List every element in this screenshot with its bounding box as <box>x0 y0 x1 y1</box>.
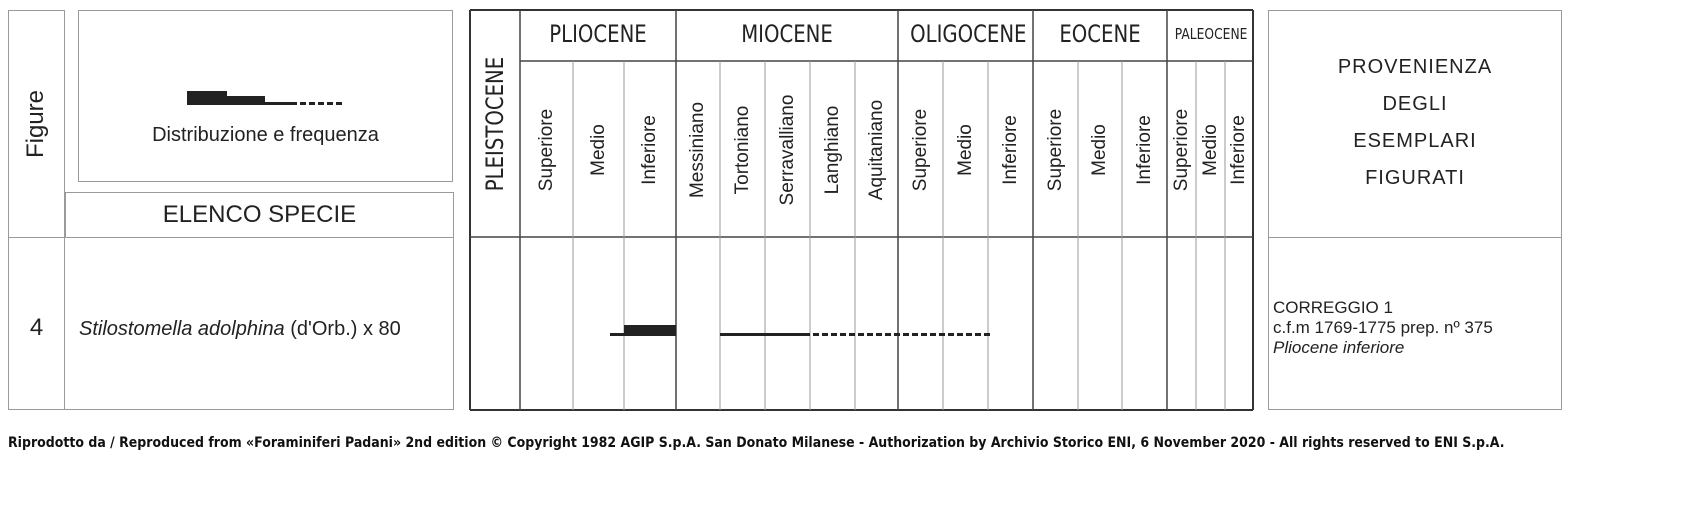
stage-label-serravalliano: Serravalliano <box>776 94 798 206</box>
stage-label-superiore: Superiore <box>909 108 931 192</box>
epoch-label-paleocene: PALEOCENE <box>1174 25 1248 43</box>
epoch-label-oligocene: OLIGOCENE <box>910 20 1027 48</box>
provenance-line-4: FIGURATI <box>1365 167 1465 189</box>
stage-label-tortoniano: Tortoniano <box>731 105 753 195</box>
species-list-title: ELENCO SPECIE <box>162 201 357 228</box>
stage-label-superiore: Superiore <box>535 108 557 192</box>
provenance-line-1: PROVENIENZA <box>1337 56 1493 78</box>
provenance-line-3: ESEMPLARI <box>1353 130 1477 152</box>
figure-column-label: Figure <box>22 89 49 159</box>
provenance-header <box>1268 56 1562 204</box>
provenance-sample: c.f.m 1769-1775 prep. nº 375 <box>1273 318 1493 337</box>
stage-label-inferiore: Inferiore <box>1228 115 1249 185</box>
species-name: Stilostomella adolphina <box>79 318 285 340</box>
stage-label-messiniano: Messiniano <box>687 101 708 199</box>
provenance-line-2: DEGLI <box>1382 93 1448 115</box>
epoch-label-miocene: MIOCENE <box>741 20 833 48</box>
species-author: (d'Orb.) x 80 <box>290 318 401 340</box>
figure-number: 4 <box>29 314 44 341</box>
epoch-label-pliocene: PLIOCENE <box>549 20 647 48</box>
epoch-label-pleistocene: PLEISTOCENE <box>481 56 509 191</box>
range-thin-pliocene <box>610 333 625 336</box>
stage-label-langhiano: Langhiano <box>821 105 843 195</box>
stage-label-medio: Medio <box>1089 124 1110 176</box>
stage-label-inferiore: Inferiore <box>999 115 1021 185</box>
stage-label-superiore: Superiore <box>1044 108 1066 192</box>
provenance-age: Pliocene inferiore <box>1273 338 1405 357</box>
copyright-footer: Riprodotto da / Reproduced from «Foraminiferi Padani» 2nd edition © Copyright 1982 AGIP S.p.A. San Donato Milanese - Authorization by Archivio Storico ENI, 6 November 2020 - All rights reserved to ENI S.p.A. <box>8 434 1505 451</box>
stage-label-medio: Medio <box>587 124 609 176</box>
legend-caption: Distribuzione e frequenza <box>152 124 379 146</box>
provenance-entry <box>1273 298 1493 358</box>
stage-label-inferiore: Inferiore <box>1133 115 1155 185</box>
stage-label-aquitaniano: Aquitaniano <box>865 99 887 201</box>
provenance-locality: CORREGGIO 1 <box>1273 298 1393 317</box>
stage-label-superiore: Superiore <box>1170 108 1192 192</box>
stage-label-medio: Medio <box>954 124 976 176</box>
range-thick-pliocene-inferiore <box>624 325 676 336</box>
stage-label-inferiore: Inferiore <box>639 115 660 185</box>
epoch-label-eocene: EOCENE <box>1059 20 1141 48</box>
stage-label-medio: Medio <box>1199 124 1221 176</box>
